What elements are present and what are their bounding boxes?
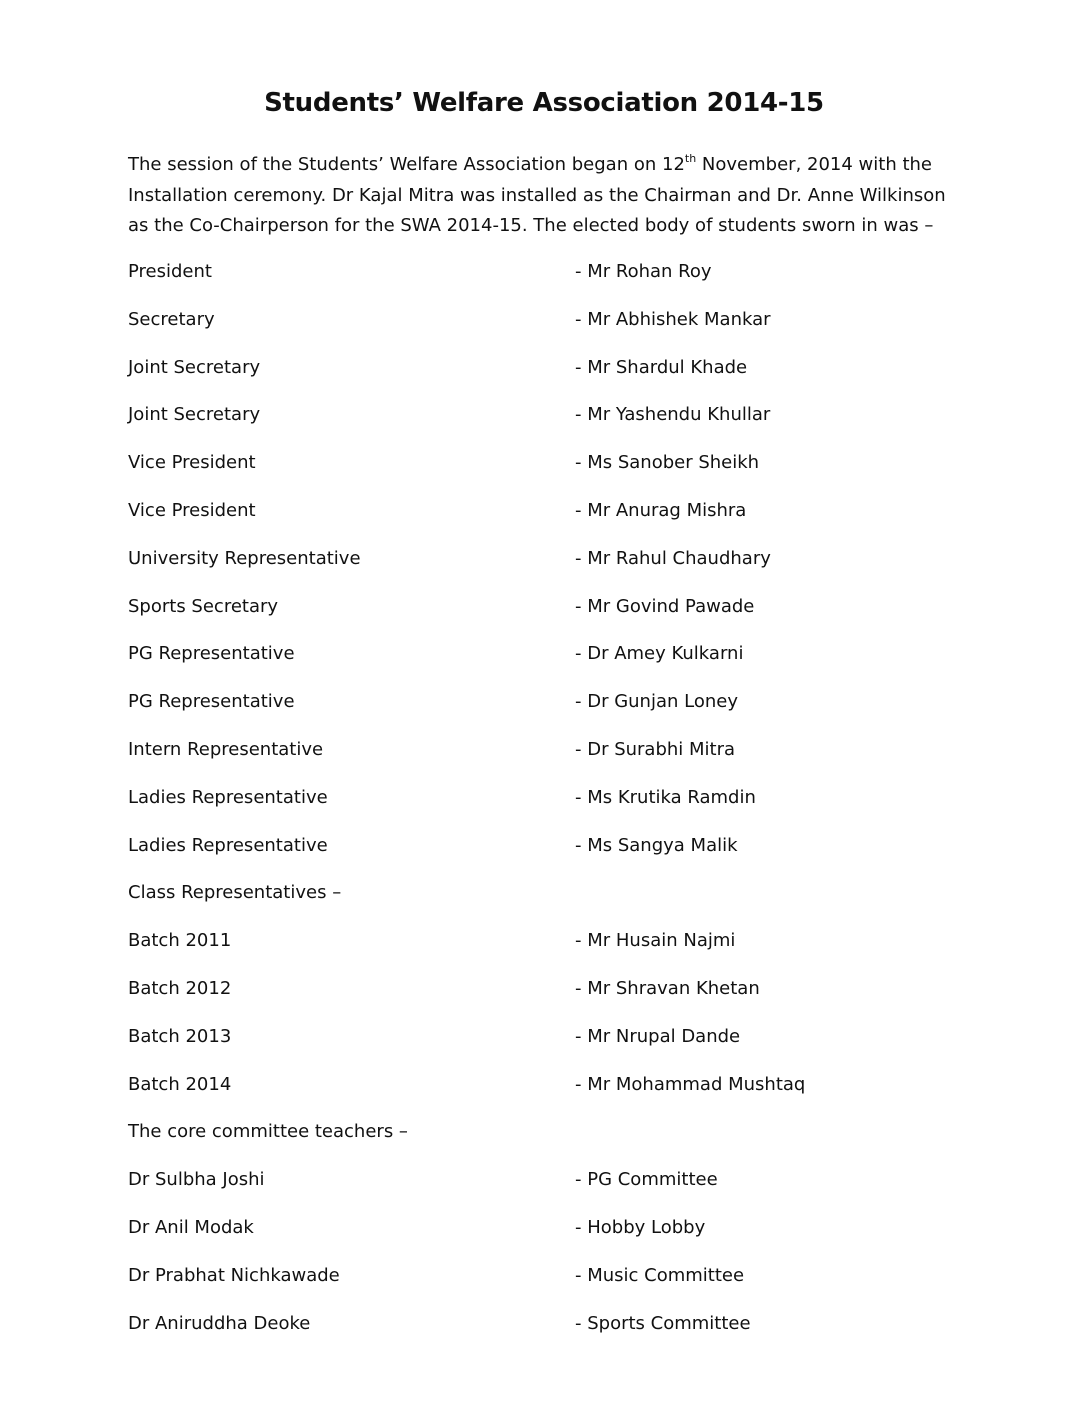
- list-row-ladies-representative-1: [128, 782, 958, 830]
- row-person: - Ms Krutika Ramdin: [575, 786, 756, 808]
- intro-text-start: The session of the Students’ Welfare Association began on 12: [128, 154, 685, 175]
- row-role: Vice President: [128, 452, 256, 474]
- row-person: - Dr Surabhi Mitra: [575, 738, 736, 760]
- row-role: Batch 2011: [128, 930, 232, 952]
- row-role: Joint Secretary: [128, 404, 261, 426]
- row-committee: - PG Committee: [575, 1169, 718, 1191]
- list-row-pg-representative-2: [128, 686, 958, 734]
- list-row-batch-2011: [128, 925, 958, 973]
- list-row-ladies-representative-2: [128, 830, 958, 878]
- row-person: - Mr Shardul Khade: [575, 356, 748, 378]
- row-role: Batch 2012: [128, 977, 232, 999]
- row-role: University Representative: [128, 547, 361, 569]
- intro-paragraph: [128, 150, 958, 242]
- row-person: - Mr Shravan Khetan: [575, 977, 760, 999]
- row-role: Ladies Representative: [128, 786, 328, 808]
- row-person: - Mr Abhishek Mankar: [575, 308, 771, 330]
- section-heading-core-committee: [128, 1116, 958, 1164]
- list-row-joint-secretary-1: [128, 352, 958, 400]
- list-row-vice-president-2: [128, 495, 958, 543]
- ordinal-suffix: th: [684, 152, 697, 165]
- member-list: [128, 256, 958, 1355]
- row-committee: - Sports Committee: [575, 1312, 751, 1334]
- row-committee: - Hobby Lobby: [575, 1216, 706, 1238]
- document-title: Students’ Welfare Association 2014-15: [264, 88, 824, 118]
- list-row-pg-representative-1: [128, 638, 958, 686]
- row-role: Joint Secretary: [128, 356, 261, 378]
- row-person: - Dr Amey Kulkarni: [575, 643, 744, 665]
- row-person: - Ms Sanober Sheikh: [575, 452, 760, 474]
- row-person: - Dr Gunjan Loney: [575, 691, 738, 713]
- row-teacher: Dr Prabhat Nichkawade: [128, 1264, 340, 1286]
- row-committee: - Music Committee: [575, 1264, 745, 1286]
- row-role: Ladies Representative: [128, 834, 328, 856]
- row-teacher: Dr Anil Modak: [128, 1216, 254, 1238]
- list-row-teacher-4: [128, 1308, 958, 1356]
- row-role: PG Representative: [128, 643, 295, 665]
- list-row-teacher-2: [128, 1212, 958, 1260]
- list-row-batch-2012: [128, 973, 958, 1021]
- row-role: Batch 2014: [128, 1073, 232, 1095]
- list-row-president: [128, 256, 958, 304]
- row-person: - Mr Mohammad Mushtaq: [575, 1073, 806, 1095]
- list-row-batch-2013: [128, 1021, 958, 1069]
- row-person: - Mr Anurag Mishra: [575, 499, 747, 521]
- list-row-joint-secretary-2: [128, 399, 958, 447]
- list-row-batch-2014: [128, 1069, 958, 1117]
- row-teacher: Dr Sulbha Joshi: [128, 1169, 265, 1191]
- row-person: - Mr Rahul Chaudhary: [575, 547, 771, 569]
- row-person: - Mr Nrupal Dande: [575, 1025, 741, 1047]
- row-role: Vice President: [128, 499, 256, 521]
- section-heading-class-representatives: [128, 877, 958, 925]
- list-row-secretary: [128, 304, 958, 352]
- section-heading: Class Representatives –: [128, 882, 342, 904]
- row-person: - Mr Yashendu Khullar: [575, 404, 771, 426]
- row-person: - Ms Sangya Malik: [575, 834, 738, 856]
- list-row-university-representative: [128, 543, 958, 591]
- intro-text-rest: November, 2014 with the Installation ceremony. Dr Kajal Mitra was installed as the Chairman and Dr. Anne Wilkinson as the Co-Chairperson for the SWA 2014-15. The elected body of students sworn in was –: [128, 154, 946, 236]
- list-row-vice-president-1: [128, 447, 958, 495]
- row-role: Intern Representative: [128, 738, 324, 760]
- row-role: PG Representative: [128, 691, 295, 713]
- row-role: Batch 2013: [128, 1025, 232, 1047]
- row-teacher: Dr Aniruddha Deoke: [128, 1312, 311, 1334]
- row-person: - Mr Govind Pawade: [575, 595, 755, 617]
- row-role: President: [128, 261, 212, 282]
- section-heading: The core committee teachers –: [128, 1121, 408, 1143]
- list-row-teacher-1: [128, 1164, 958, 1212]
- list-row-sports-secretary: [128, 591, 958, 639]
- list-row-intern-representative: [128, 734, 958, 782]
- row-role: Secretary: [128, 308, 215, 330]
- row-person: - Mr Husain Najmi: [575, 930, 736, 952]
- row-role: Sports Secretary: [128, 595, 279, 617]
- list-row-teacher-3: [128, 1260, 958, 1308]
- row-person: - Mr Rohan Roy: [575, 261, 712, 282]
